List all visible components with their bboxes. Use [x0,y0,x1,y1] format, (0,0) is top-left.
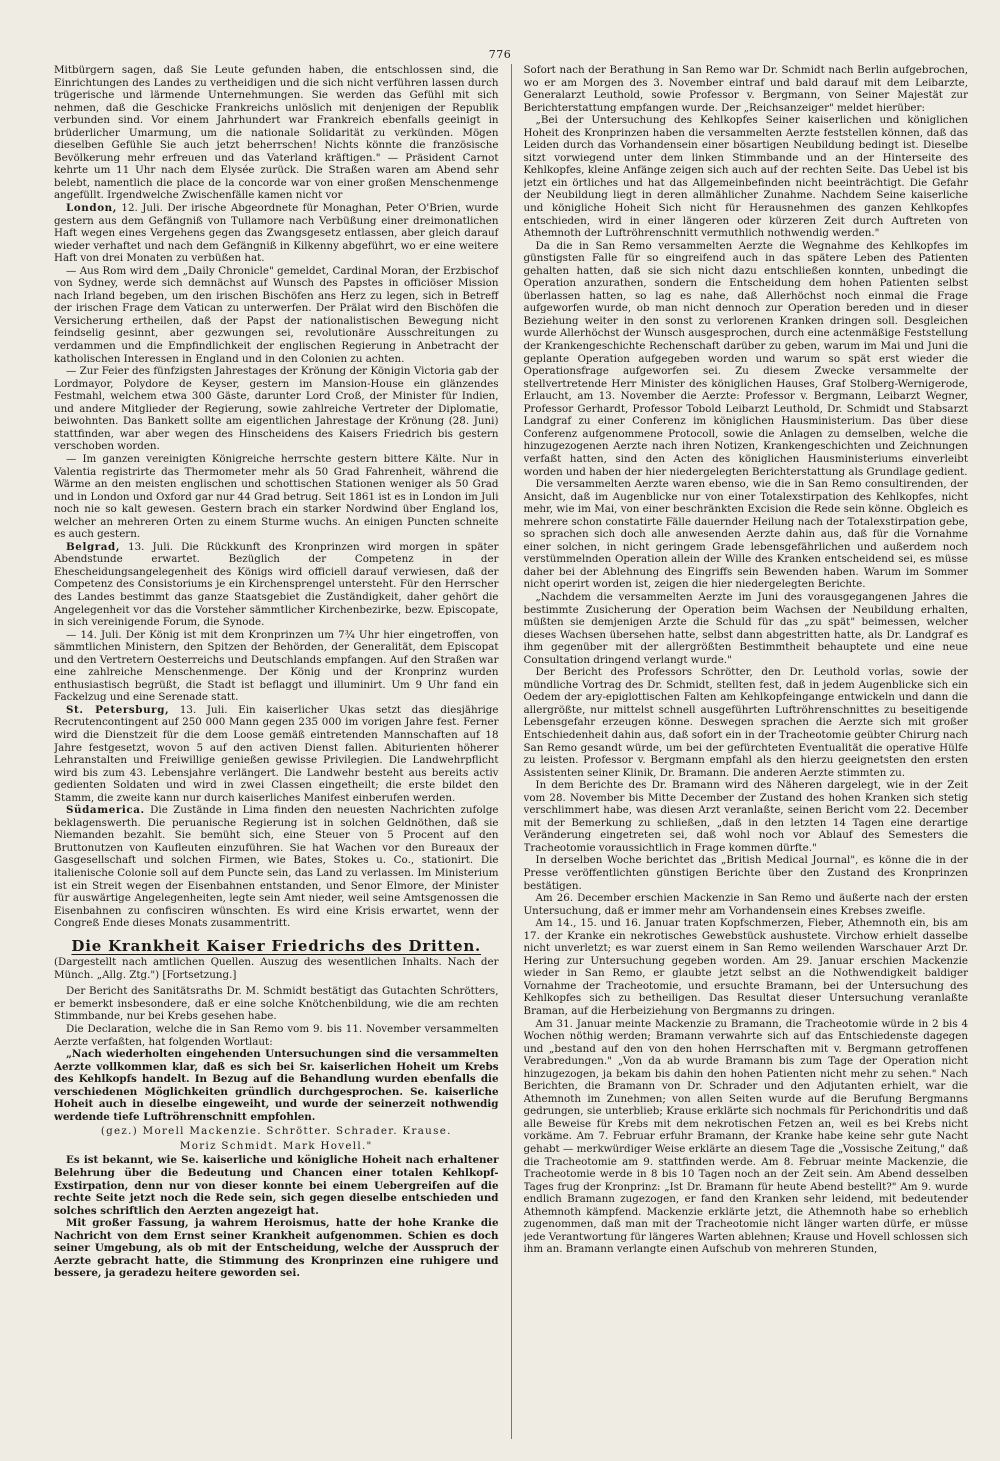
right-paragraph-4: Die versammelten Aerzte waren ebenso, wie die in San Remo consultirenden, der Ansicht, daß im Augenblicke nur von einer Totalexstirpation des Kehlkopfes, nicht mehr, wie im Mai, von einer beschränkten Excision die Rede sein könne. Obgleich es mehrere schon constatirte Fälle dauernder Heilung nach der Totalexstirpation gebe, so sprachen sich doch alle anwesenden Aerzte dahin aus, daß für die Vornahme einer solchen, in nicht geringem Grade lebensgefährlichen und außerdem noch verstümmelnden Operation allein der Wille des Kranken entscheidend sei, es müsse daher bei der Ablehnung des Eingriffs sein Bewenden haben. Warum im Sommer nicht operirt worden ist, zeigen die hier niedergelegten Berichte. [523,478,968,591]
report-paragraph: Der Bericht des Sanitätsraths Dr. M. Schmidt bestätigt das Gutachten Schrötters, er bemerkt insbesondere, daß er eine solche Knötchenbildung, wie die am rechten Stimmbande, nur bei Krebs gesehen habe. [54,985,499,1023]
left-column [54,64,499,1439]
right-paragraph-6: Der Bericht des Professors Schrötter, den Dr. Leuthold vorlas, sowie der mündliche Vortrag des Dr. Schmidt, stellten fest, daß in jedem Augenblicke sich ein Oedem der ary-epiglottischen Falten am Kehlkopfeingange entwickeln und dann die allergrößte, nur mittelst schnell ausgeführten Luftröhrenschnittes zu beseitigende Lebensgefahr erzeugen könne. Deswegen sprachen die Aerzte sich mit großer Entschiedenheit dahin aus, daß sofort ein in der Tracheotomie geübter Chirurg nach San Remo gesandt würde, um bei der gefürchteten Eventualität die operative Hülfe zu leisten. Professor v. Bergmann empfahl als den hierzu geeignetsten den ersten Assistenten seiner Klinik, Dr. Bramann. Die anderen Aerzte stimmten zu. [523,666,968,779]
right-paragraph-8: In derselben Woche berichtet das „British Medical Journal", es könne die in der Presse veröffentlichten günstigen Berichte über den Zustand des Kronprinzen bestätigen. [523,854,968,892]
right-paragraph-7: In dem Berichte des Dr. Bramann wird des Näheren dargelegt, wie in der Zeit vom 28. November bis Mitte December der Zustand des hohen Kranken sich stetig verschlimmert habe, was diesen Arzt veranlaßte, seinen Bericht vom 22. December mit der Bemerkung zu schließen, „daß in den letzten 14 Tagen eine derartige Veränderung eingetreten sei, daß wohl noch vor Ablauf des Semesters die Tracheotomie voraussichtlich in Frage kommen dürfte." [523,779,968,854]
belgrad-dateline: Belgrad, [66,540,121,553]
belgrad-item [54,541,499,629]
declaration-quote: „Nach wiederholten eingehenden Untersuchungen sind die versammelten Aerzte vollkommen klar, daß es sich bei Sr. kaiserlichen Hoheit um Krebs des Kehlkopfs handelt. In Bezug auf die Behandlung wurden ebenfalls die verschiedenen Möglichkeiten gründlich durchgesprochen. Se. kaiserliche Hoheit auch in dieselbe eingeweiht, und wurde der seinerzeit nothwendig werdende tiefe Luftröhrenschnitt empfohlen. [54,1048,499,1123]
right-paragraph-2: „Bei der Untersuchung des Kehlkopfes Seiner kaiserlichen und königlichen Hoheit des Kronprinzen haben die versammelten Aerzte feststellen können, daß das Leiden durch das Vorhandensein einer bösartigen Neubildung bedingt ist. Dieselbe sitzt vorwiegend unter dem linken Stimmbande und an der Hinterseite des Kehlkopfes, kleine Anfänge zeigen sich auch auf der rechten Seite. Das Uebel ist bis jetzt ein örtliches und hat das Allgemeinbefinden nicht beeinträchtigt. Die Gefahr der Neubildung liegt in deren allmählicher Zunahme. Nachdem Seine kaiserliche und königliche Hoheit Sich nicht für Herausnehmen des ganzen Kehlkopfes entschieden, wird in einer längeren oder kürzeren Zeit durch Auftreten von Athemnoth der Luftröhrenschnitt vermuthlich nothwendig werden." [523,114,968,240]
petersburg-text: 13. Juli. Ein kaiserlicher Ukas setzt das diesjährige Recrutencontingent auf 250 000 Mann gegen 235 000 im vorigen Jahre fest. Ferner wird die Dienstzeit für die dem Loose gemäß eintretenden Mannschaften auf 18 Jahre festgesetzt, wovon 5 auf den activen Dienst fallen. Abiturienten höherer Lehranstalten und Freiwillige genießen gewisse Privilegien. Die Landwehrpflicht wird bis zum 43. Lebensjahre verlängert. Die Landwehr besteht aus bereits activ gedienten Soldaten und wird in zwei Classen eingetheilt; die erste bildet den Stamm, die zweite kann nur durch kaiserliches Manifest einberufen werden. [54,703,499,804]
signatures-line-1: (gez.) Morell Mackenzie. Schrötter. Schrader. Krause. [100,1125,452,1138]
london-item [54,202,499,265]
petersburg-dateline: St. Petersburg, [66,703,170,716]
belgrad-text: 13. Juli. Die Rückkunft des Kronprinzen wird morgen in später Abendstunde erwartet. Bezüglich der Competenz in der Ehescheidungsangelegenheit des Königs wird officiell darauf verwiesen, daß der Competenz des Consistoriums je ein Kirchensprengel untersteht. Für den Herrscher des Landes bestimmt das ganze Staatsgebiet die Zuständigkeit, daher gehört die Angelegenheit vor das die Vorsteher sämmtlicher Kirchenbezirke, bezw. Episcopate, in sich vereinigende Forum, die Synode. [54,540,499,629]
columns [54,64,968,1439]
paris-continuation: Mitbürgern sagen, daß Sie Leute gefunden haben, die entschlossen sind, die Einrichtungen des Landes zu vertheidigen und die sich nicht verführen lassen durch trügerische und lärmende Unternehmungen. Sie werden das Gefühl mit sich nehmen, daß die Geschicke Frankreichs unlöslich mit denjenigen der Republik verbunden sind. Vor einem Jahrhundert war Frankreich ebenfalls geeinigt in brüderlicher Umarmung, um die nationale Solidarität zu verkünden. Mögen dieselben Gefühle Sie auch jetzt beherrschen! Nichts könnte die französische Bevölkerung mehr erfreuen und das Vaterland kräftigen." — Präsident Carnot kehrte um 11 Uhr nach dem Elysée zurück. Die Straßen waren am Abend sehr belebt, namentlich die place de la concorde war von einer großen Menschenmenge angefüllt. Irgendwelche Zwischenfälle kamen nicht vor [54,64,499,202]
london-dateline: London, [66,202,117,215]
right-paragraph-3: Da die in San Remo versammelten Aerzte die Wegnahme des Kehlkopfes im günstigsten Falle für so eingreifend auch in das spätere Leben des Patienten gehalten hatten, daß sie sich nicht dazu entschließen konnten, unbedingt die Operation anzurathen, sondern die Entscheidung dem hohen Patienten selbst überlassen hatten, so lag es nahe, daß Allerhöchst noch einmal die Frage aufgeworfen wurde, ob man nicht dennoch zur Operation bereden und in dieser Beziehung weiter in den sonst zu verlorenen Kranken dringen soll. Desgleichen wurde Allerhöchst der Wunsch ausgesprochen, durch eine actenmäßige Feststellung der Krankengeschichte Rechenschaft darüber zu geben, warum im Mai und Juni die geplante Operation aufgegeben worden und warum so spät erst wieder die Operationsfrage aufgeworfen sei. Zu diesem Zwecke versammelte der stellvertretende Herr Minister des königlichen Hauses, Graf Stolberg-Wernigerode, Erlaucht, am 13. November die Aerzte: Professor v. Bergmann, Leibarzt Wegner, Professor Gerhardt, Professor Tobold Leibarzt Leuthold, Dr. Schmidt und Stabsarzt Landgraf zu einer Conferenz im königlichen Hausministerium. Das über diese Conferenz aufgenommene Protocoll, sowie die Anlagen zu demselben, welche die hinzugezogenen Aerzte nach ihren Notizen, Krankengeschichten und Zeichnungen verfaßt hatten, sind den Acten des königlichen Hausministeriums einverleibt worden und haben der hier niedergelegten Berichterstattung als Grundlage gedient. [523,239,968,478]
column-divider [511,64,512,1439]
suedamerica-text: Die Zustände in Lima finden den neuesten Nachrichten zufolge beklagenswerth. Die peruanische Regierung ist in solchen Geldnöthen, daß sie Niemanden bezahlt. Sie bemüht sich, eine Steuer von 5 Procent auf den Bruttonutzen von Kaufleuten einzuführen. Sie hat Wachen vor den Bureaux der Gasgesellschaft und solchen Firmen, wie Bates, Stokes u. Co., stationirt. Die italienische Colonie soll auf dem Puncte sein, das Land zu verlassen. Im Ministerium ist ein Streit wegen der Eisenbahnen entstanden, und Senor Elmore, der Minister für auswärtige Angelegenheiten, legte sein Amt nieder, weil seine Amtsgenossen die Eisenbahnen zu confisciren wünschten. Es wird eine Krisis erwartet, wenn der Congreß Ende dieses Monats zusammentritt. [54,804,499,930]
king-item: — 14. Juli. Der König ist mit dem Kronprinzen um 7¾ Uhr hier eingetroffen, von sämmtlichen Ministern, den Spitzen der Behörden, der Generalität, dem Episcopat und den Vertretern Oesterreichs und Deutschlands empfangen. Auf den Straßen war eine zahlreiche Menschenmenge. Der König und der Kronprinz wurden enthusiastisch begrüßt, die Stadt ist beflaggt und illuminirt. Um 9 Uhr fand ein Fackelzug und eine Serenade statt. [54,628,499,704]
right-paragraph-9: Am 26. December erschien Mackenzie in San Remo und äußerte nach der ersten Untersuchung, daß er immer mehr am Vorhandensein eines Krebses zweifle. [523,892,968,917]
declaration-paragraph: Die Declaration, welche die in San Remo vom 9. bis 11. November versammelten Aerzte verfaßten, hat folgenden Wortlaut: [54,1023,499,1048]
article-title: Die Krankheit Kaiser Friedrichs des Dritten. [71,936,482,955]
suedamerica-item [54,804,499,929]
right-paragraph-11: Am 31. Januar meinte Mackenzie zu Bramann, die Tracheotomie würde in 2 bis 4 Wochen nöthig werden; Bramann verwahrte sich auf das Entschiedenste dagegen und „bestand auf den von den hohen Herrschaften mit v. Bergmann getroffenen Verabredungen." „Von da ab wurde Bramann bis zum Tage der Operation nicht hinzugezogen, ja bekam bis dahin den hohen Patienten nicht mehr zu sehen." Nach Berichten, die Bramann von Dr. Schrader und den Adjutanten erhielt, war die Athemnoth im Zunehmen; von allen Seiten wurde auf die Berufung Bergmanns gedrungen, sie unterblieb; Krause erklärte sich nochmals für Perichondritis und daß alle Beweise für Krebs mit dem nekrotischen Fetzen an, weil es bei Krebs nicht vorkäme. Am 7. Februar erfuhr Bramann, der Kranke habe keine sehr gute Nacht gehabt — merkwürdiger Weise erklärte an diesem Tage die „Vossische Zeitung," daß die Tracheotomie am 9. stattfinden werde. Am 8. Februar meinte Mackenzie, die Tracheotomie werde in 8 bis 10 Tagen noch an der Zeit sein. Am Abend desselben Tages frug der Kronprinz: „Ist Dr. Bramann für heute Abend bestellt?" Am 9. wurde endlich Bramann zugezogen, er fand den Kranken sehr leidend, mit bedeutender Athemnoth kämpfend. Mackenzie erklärte jetzt, die Athemnoth habe so erheblich zugenommen, daß man mit der Tracheotomie nicht länger warten dürfe, er müsse jede Verantwortung für längeres Warten ablehnen; Krause und Hovell schlossen sich ihm an. Bramann verlangte einen Aufschub von mehreren Stunden, [523,1017,968,1256]
victoria-item: — Zur Feier des fünfzigsten Jahrestages der Krönung der Königin Victoria gab der Lordmayor, Polydore de Keyser, gestern im Mansion-House ein glänzendes Festmahl, welchem etwa 300 Gäste, darunter Lord Croß, der Minister für Indien, und andere Mitglieder der Regierung, sowie zahlreiche Vertreter der Diplomatie, beiwohnten. Das Bankett sollte am eigentlichen Jahrestage der Krönung (28. Juni) stattfinden, war aber wegen des Hinscheidens des Kaisers Friedrich bis gestern verschoben worden. [54,365,499,453]
cold-item: — Im ganzen vereinigten Königreiche herrschte gestern bittere Kälte. Nur in Valentia registrirte das Thermometer mehr als 50 Grad Fahrenheit, während die Wärme an den meisten englischen und schottischen Stationen weniger als 50 Grad und in London und Oxford gar nur 44 Grad betrug. Seit 1861 ist es in London im Juli noch nie so kalt gewesen. Gestern brach ein starker Nordwind über England los, welcher an mehreren Orten zu einem Sturme wuchs. An einigen Puncten schneite es auch gestern. [54,452,499,541]
signatures-line-2: Moriz Schmidt. Mark Hovell." [179,1139,373,1152]
right-paragraph-1: Sofort nach der Berathung in San Remo war Dr. Schmidt nach Berlin aufgebrochen, wo er am Morgen des 3. November eintraf und bald darauf mit dem Leibarzte, Generalarzt Leuthold, sowie Professor v. Bergmann, von Seiner Majestät zur Berichterstattung empfangen wurde. Der „Reichsanzeiger" meldet hierüber: [523,64,968,114]
article-subtitle: (Dargestellt nach amtlichen Quellen. Auszug des wesentlichen Inhalts. Nach der Münch. „Allg. Ztg.") [Fortsetzung.] [54,956,499,981]
known-paragraph: Es ist bekannt, wie Se. kaiserliche und königliche Hoheit nach erhaltener Belehrung über die Bedeutung und Chancen einer totalen Kehlkopf-Exstirpation, denn nur von dieser konnte bei einem Uebergreifen auf die rechte Seite jetzt noch die Rede sein, sich gegen dieselbe entschieden und solches schriftlich den Aerzten angezeigt hat. [54,1154,499,1217]
london-text: 12. Juli. Der irische Abgeordnete für Monaghan, Peter O'Brien, wurde gestern aus dem Gefängniß von Tullamore nach Verbüßung einer dreimonatlichen Haft wegen eines Vergehens gegen das Zwangsgesetz entlassen, aber gleich darauf wieder verhaftet und nach dem Gefängniß in Kilkenny abgeführt, wo er eine weitere Haft von drei Monaten zu verbüßen hat. [54,202,499,265]
rom-item: — Aus Rom wird dem „Daily Chronicle" gemeldet, Cardinal Moran, der Erzbischof von Sydney, werde sich demnächst auf Wunsch des Papstes in officiöser Mission nach Irland begeben, um den irischen Bischöfen ans Herz zu legen, sich in Betreff der irischen Frage dem Vatican zu unterwerfen. Der Prälat wird den Bischöfen die Versicherung ertheilen, daß der Papst der nationalistischen Bewegung nicht feindselig gesinnt, aber gezwungen sei, revolutionäre Ausschreitungen zu verdammen und die Empfindlichkeit der englischen Regierung in Anbetracht der katholischen Interessen in England und in den Colonien zu achten. [54,264,499,365]
right-column [524,64,969,1439]
petersburg-item [54,704,499,804]
composure-paragraph: Mit großer Fassung, ja wahrem Heroismus, hatte der hohe Kranke die Nachricht von dem Ernst seiner Krankheit aufgenommen. Schien es doch seiner Umgebung, als ob mit der Entscheidung, welche der Ausspruch der Aerzte gebracht hatte, die Stimmung des Kronprinzen eine ruhigere und bessere, ja geradezu heitere geworden sei. [54,1217,499,1280]
right-paragraph-5: „Nachdem die versammelten Aerzte im Juni des vorausgegangenen Jahres die bestimmte Zusicherung der Operation beim Wachsen der Neubildung erhalten, müßten sie demjenigen Arzte die Schuld für das „zu spät" beimessen, welcher dieses Wachsen übersehen hatte, selbst dann abgestritten hatte, als Dr. Landgraf es ihm gegenüber mit der allergrößten Bestimmtheit behauptete und eine neue Consultation dringend verlangt wurde." [523,590,968,666]
right-paragraph-10: Am 14., 15. und 16. Januar traten Kopfschmerzen, Fieber, Athemnoth ein, bis am 17. der Kranke ein nekrotisches Gewebstück aushustete. Virchow erhielt dasselbe nicht unverletzt; es war zuerst einem in San Remo weilenden Warschauer Arzt Dr. Hering zur Untersuchung gegeben worden. Am 29. Januar erschien Mackenzie wieder in San Remo, er glaubte jetzt selbst an die Nothwendigkeit baldiger Vornahme der Tracheotomie, und ersuchte Bramann, bei der Untersuchung des Kehlkopfes sich zu betheiligen. Das Resultat dieser Untersuchung veranlaßte Braman, auf die Herbeiziehung von Bergmanns zu dringen. [523,917,968,1018]
suedamerica-dateline: Südamerica. [66,804,145,817]
page-number: 776 [488,48,512,61]
